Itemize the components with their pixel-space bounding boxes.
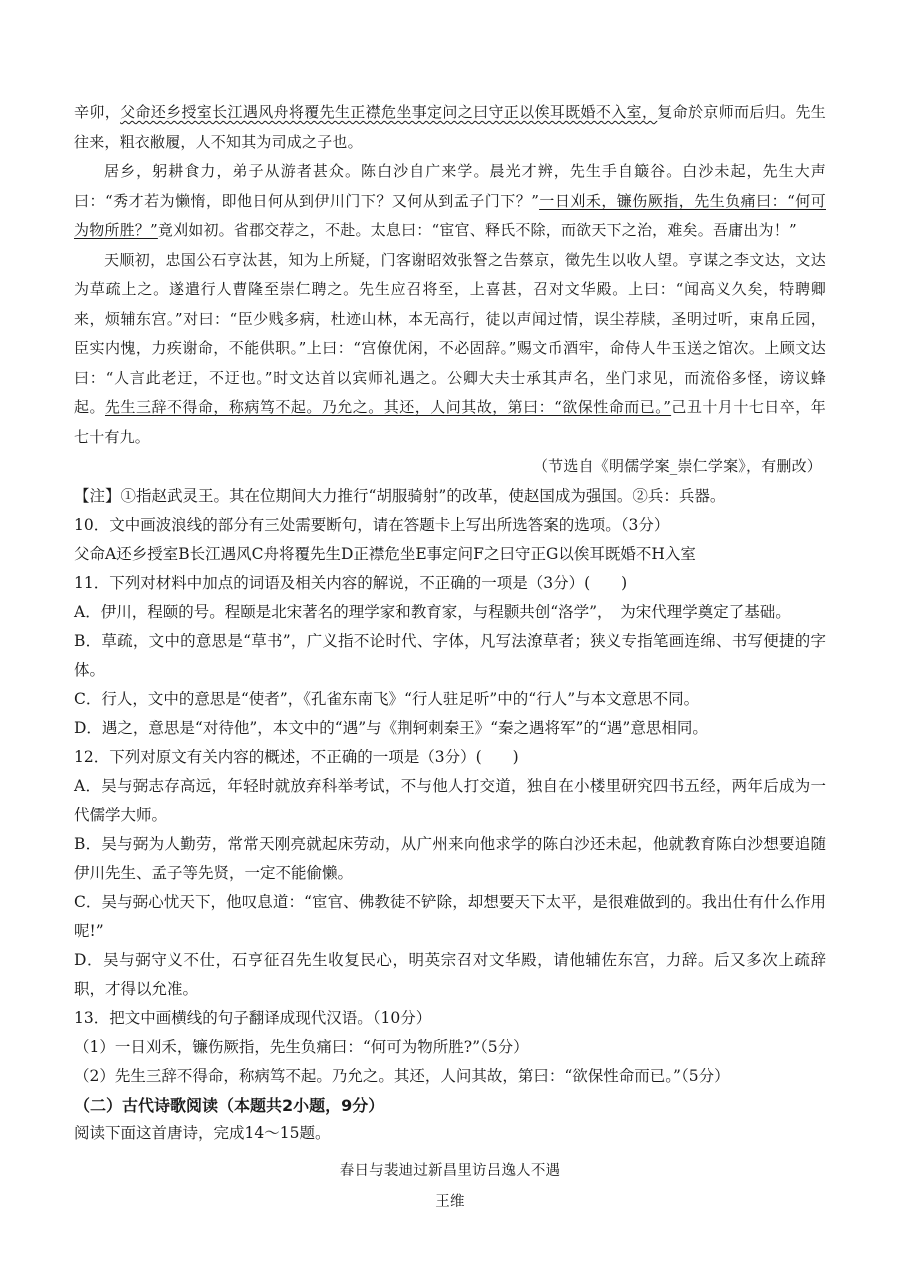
question-10-options: 父命A还乡授室B长江遇风C舟将覆先生D正襟危坐E事定问F之曰守正G以俟耳既婚不H入室 xyxy=(74,544,696,563)
question-11-stem: 11．下列对材料中加点的词语及相关内容的解说，不正确的一项是（3分）( ) xyxy=(74,573,628,592)
questions xyxy=(74,482,826,1091)
question-12-stem: 12．下列对原文有关内容的概述，不正确的一项是（3分）( ) xyxy=(74,747,519,766)
question-10-stem: 10．文中画波浪线的部分有三处需要断句，请在答题卡上写出所选答案的选项。（3分） xyxy=(74,515,670,534)
question-12-option-b: B．吴与弼为人勤劳，常常天刚亮就起床劳动，从广州来向他求学的陈白沙还未起，他就教育陈白沙想要追随伊川先生、孟子等先贤，一定不能偷懒。 xyxy=(74,834,826,882)
section-intro: 阅读下面这首唐诗，完成14～15题。 xyxy=(74,1123,331,1142)
poem-title: 春日与裴迪过新昌里访吕逸人不遇 xyxy=(339,1162,561,1179)
question-12-option-d: D．吴与弼守义不仕，石亨征召先生收复民心，明英宗召对文华殿，请他辅佐东宫，力辞。后又多次上疏辞职，才得以允准。 xyxy=(74,950,826,998)
wavy-underlined-text: 父命还乡授室长江遇风舟将覆先生正襟危坐事定问之曰守正以俟耳既婚不入室， xyxy=(120,103,658,121)
question-11-option-a: A．伊川，程颐的号。程颐是北宋著名的理学家和教育家，与程颢共创“洛学”， 为宋代理学奠定了基础。 xyxy=(74,602,791,621)
classical-passage xyxy=(74,98,826,482)
question-12-option-c: C．吴与弼心忧天下，他叹息道：“宦官、佛教徒不铲除，却想要天下太平，是很难做到的。我出仕有什么作用呢!” xyxy=(74,892,826,940)
annotation-note: 【注】①指赵武灵王。其在位期间大力推行“胡服骑射”的改革，使赵国成为强国。②兵：兵器。 xyxy=(74,486,726,505)
question-13-stem: 13．把文中画横线的句子翻译成现代汉语。（10分） xyxy=(74,1008,432,1027)
question-13-sentence-1: （1）一日刈禾，镰伤厥指，先生负痛曰：“何可为物所胜?”（5分） xyxy=(74,1037,529,1056)
passage-source: （节选自《明儒学案_崇仁学案》，有删改） xyxy=(532,457,822,475)
question-11-option-d: D．遇之，意思是“对待他”，本文中的“遇”与《荆轲刺秦王》“秦之遇将军”的“遇”意思相同。 xyxy=(74,718,708,737)
poem-author: 王维 xyxy=(435,1193,465,1210)
question-13-sentence-2: （2）先生三辞不得命，称病笃不起。乃允之。其还，人问其故，第曰：“欲保性命而已。”（5分） xyxy=(74,1066,730,1085)
underlined-sentence-1: 一日刈禾，镰伤厥指，先生负痛曰：“何可为物所胜？” xyxy=(74,191,826,239)
section-heading: （二）古代诗歌阅读（本题共2小题，9分） xyxy=(74,1095,385,1115)
question-11-option-c: C．行人，文中的意思是“使者”，《孔雀东南飞》“行人驻足听”中的“行人”与本文意思不同。 xyxy=(74,689,700,708)
question-12-option-a: A．吴与弼志存高远，年轻时就放弃科举考试，不与他人打交道，独自在小楼里研究四书五经，两年后成为一代儒学大师。 xyxy=(74,776,826,824)
passage-paragraph-1: 辛卯，父命还乡授室长江遇风舟将覆先生正襟危坐事定问之曰守正以俟耳既婚不入室，复命於京师而后归。先生往来，粗衣敝履，人不知其为司成之子也。 xyxy=(74,103,826,151)
underlined-sentence-2: 先生三辞不得命，称病笃不起。乃允之。其还，人问其故，第曰：“欲保性命而已。” xyxy=(104,398,672,416)
question-11-option-b: B．草疏，文中的意思是“草书”，广义指不论时代、字体，凡写法潦草者；狭义专指笔画连绵、书写便捷的字体。 xyxy=(74,631,826,679)
passage-paragraph-3: 天顺初，忠国公石亨汰甚，知为上所疑，门客谢昭效张詧之告蔡京，徵先生以收人望。亨谋之李文达，文达为草疏上之。遂遣行人曹隆至崇仁聘之。先生应召将至，上喜甚，召对文华殿。上曰：“闻高义久矣，特聘卿来，烦辅东宫。”对曰：“臣少贱多病，杜迹山林，本无高行，徒以声闻过情，误尘荐牍，圣明过听，束帛丘园，臣实内愧，力疾谢命，不能供职。”上曰：“宫僚优闲，不必固辞。”赐文币酒牢，命侍人牛玉送之馆次。上顾文达曰：“人言此老迂，不迂也。”时文达首以宾师礼遇之。公卿大夫士承其声名，坐门求见，而流俗多怪，谤议蜂起。先生三辞不得命，称病笃不起。乃允之。其还，人问其故，第曰：“欲保性命而已。”己丑十月十七日卒，年七十有九。 xyxy=(74,250,826,446)
passage-paragraph-2: 居乡，躬耕食力，弟子从游者甚众。陈白沙自广来学。晨光才辨，先生手自簸谷。白沙未起，先生大声曰：“秀才若为懒惰，即他日何从到伊川门下？又何从到孟子门下？”一日刈禾，镰伤厥指，先生负痛曰：“何可为物所胜？”竟刈如初。省郡交荐之，不赴。太息曰：“宦官、释氏不除，而欲天下之治，难矣。吾庸出为！” xyxy=(74,162,826,239)
